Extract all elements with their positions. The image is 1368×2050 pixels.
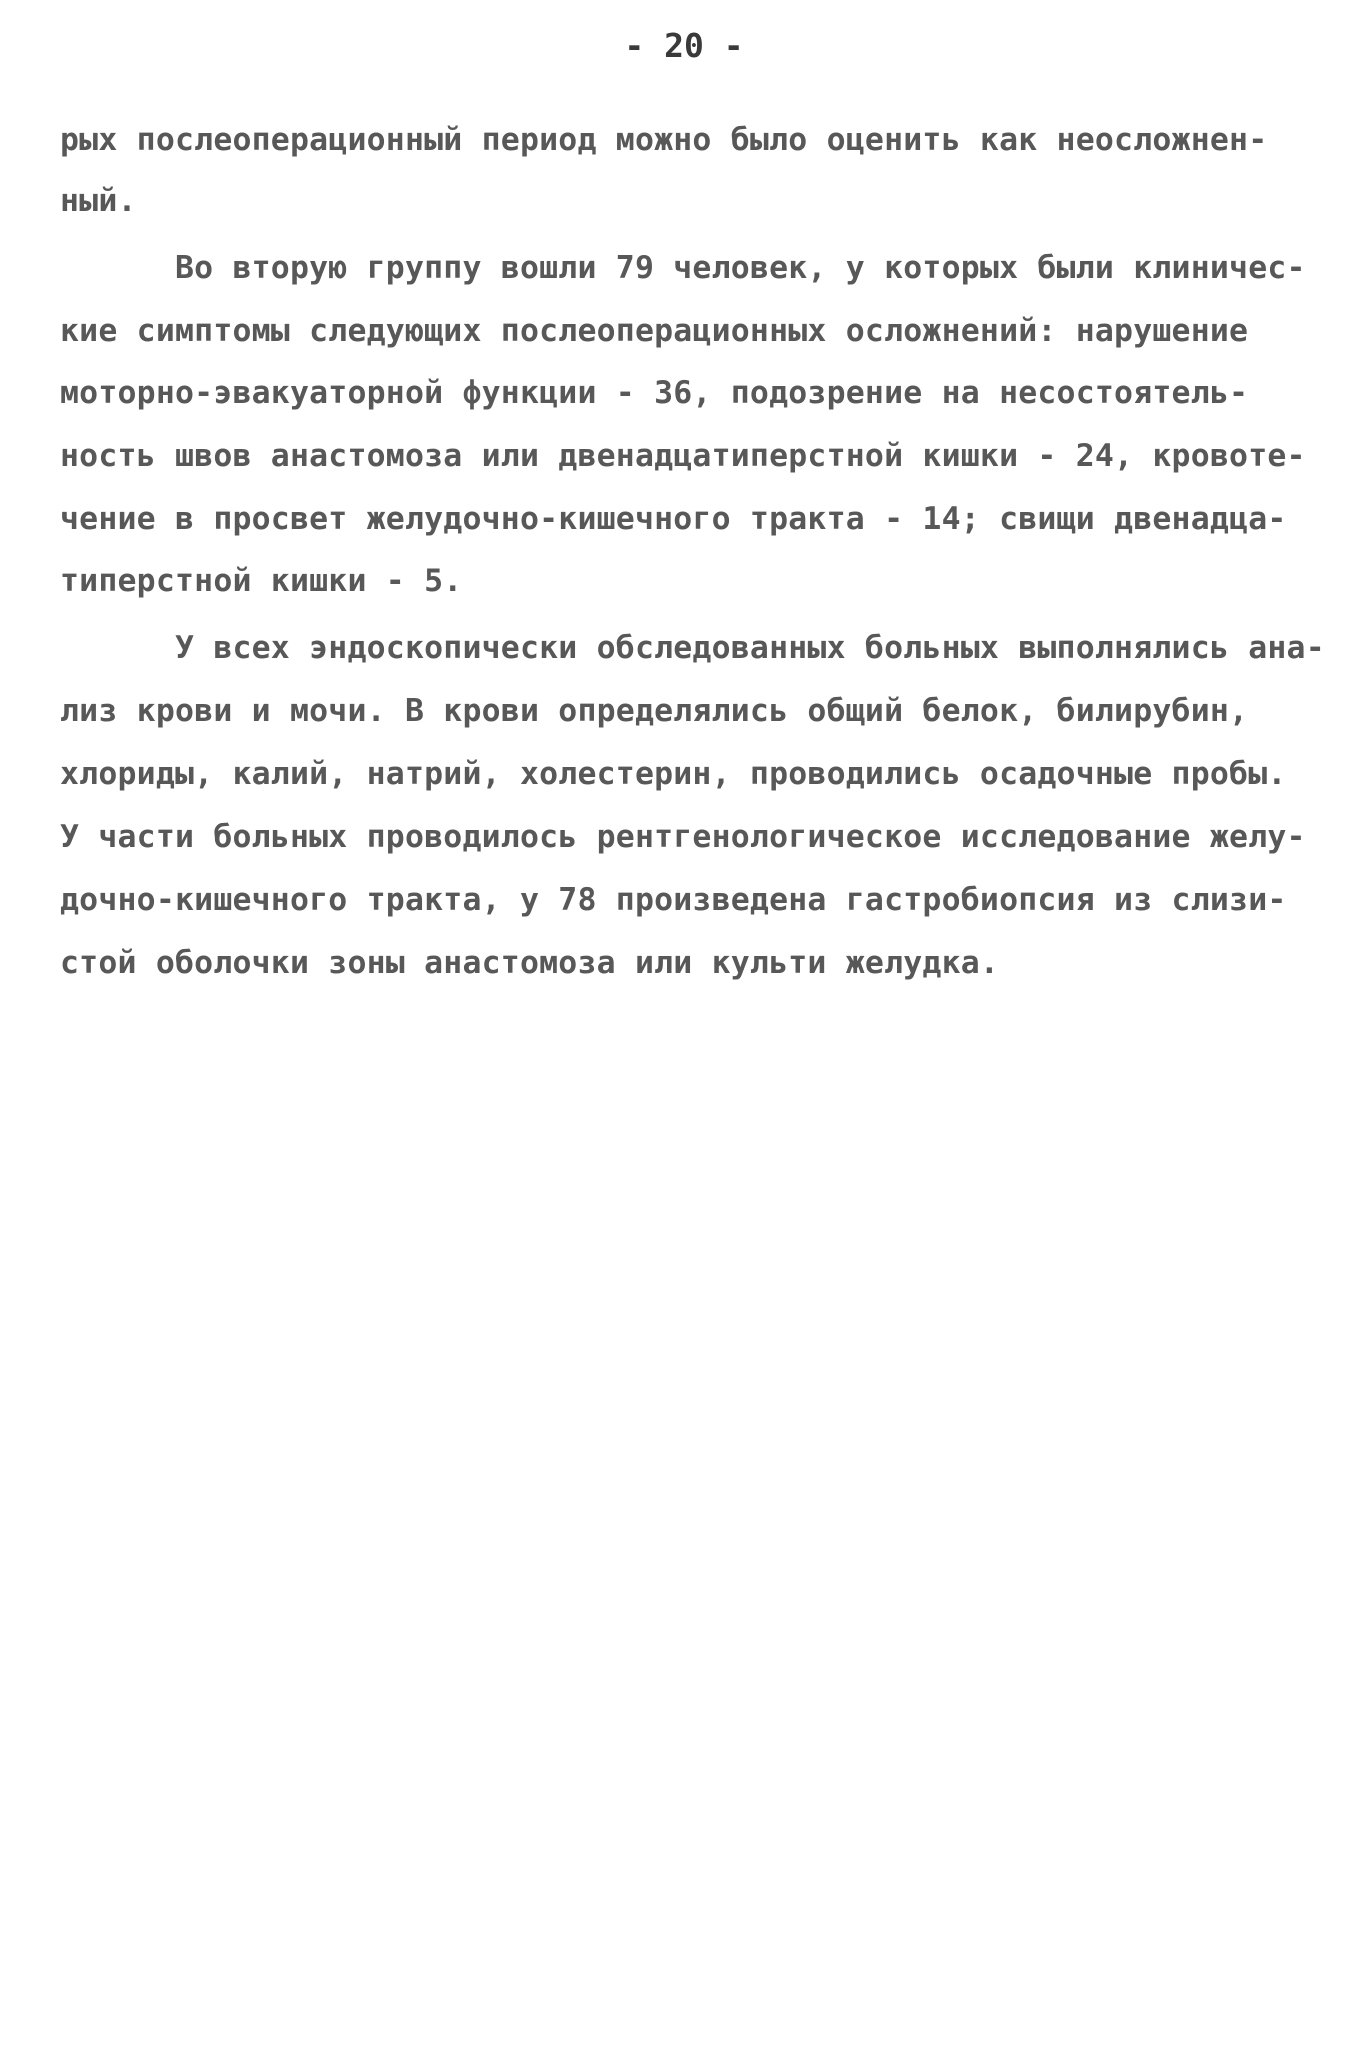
text-line: кие симптомы следующих послеоперационных осложнений: нарушение [60,313,1249,349]
text-line: чение в просвет желудочно-кишечного тракта - 14; свищи двенадца- [60,501,1287,537]
text-line: дочно-кишечного тракта, у 78 произведена гастробиопсия из слизи- [60,882,1287,918]
text-line: рых послеоперационный период можно было оценить как неосложнен- [60,122,1268,158]
text-line: моторно-эвакуаторной функции - 36, подозрение на несостоятель- [60,375,1249,411]
text-line: ность швов анастомоза или двенадцатиперстной кишки - 24, кровоте- [60,438,1306,474]
text-line: ный. [60,183,137,219]
text-line: Во вторую группу вошли 79 человек, у которых были клиничес- [60,250,1306,286]
text-line: У части больных проводилось рентгенологическое исследование желу- [60,819,1306,855]
text-line: стой оболочки зоны анастомоза или культи желудка. [60,945,1000,981]
page-number: - 20 - [624,26,744,65]
text-line: типерстной кишки - 5. [60,563,463,599]
text-line: лиз крови и мочи. В крови определялись общий белок, билирубин, [60,693,1249,729]
text-line: хлориды, калий, натрий, холестерин, проводились осадочные пробы. [60,756,1287,792]
text-line: У всех эндоскопически обследованных больных выполнялись ана- [60,630,1325,666]
